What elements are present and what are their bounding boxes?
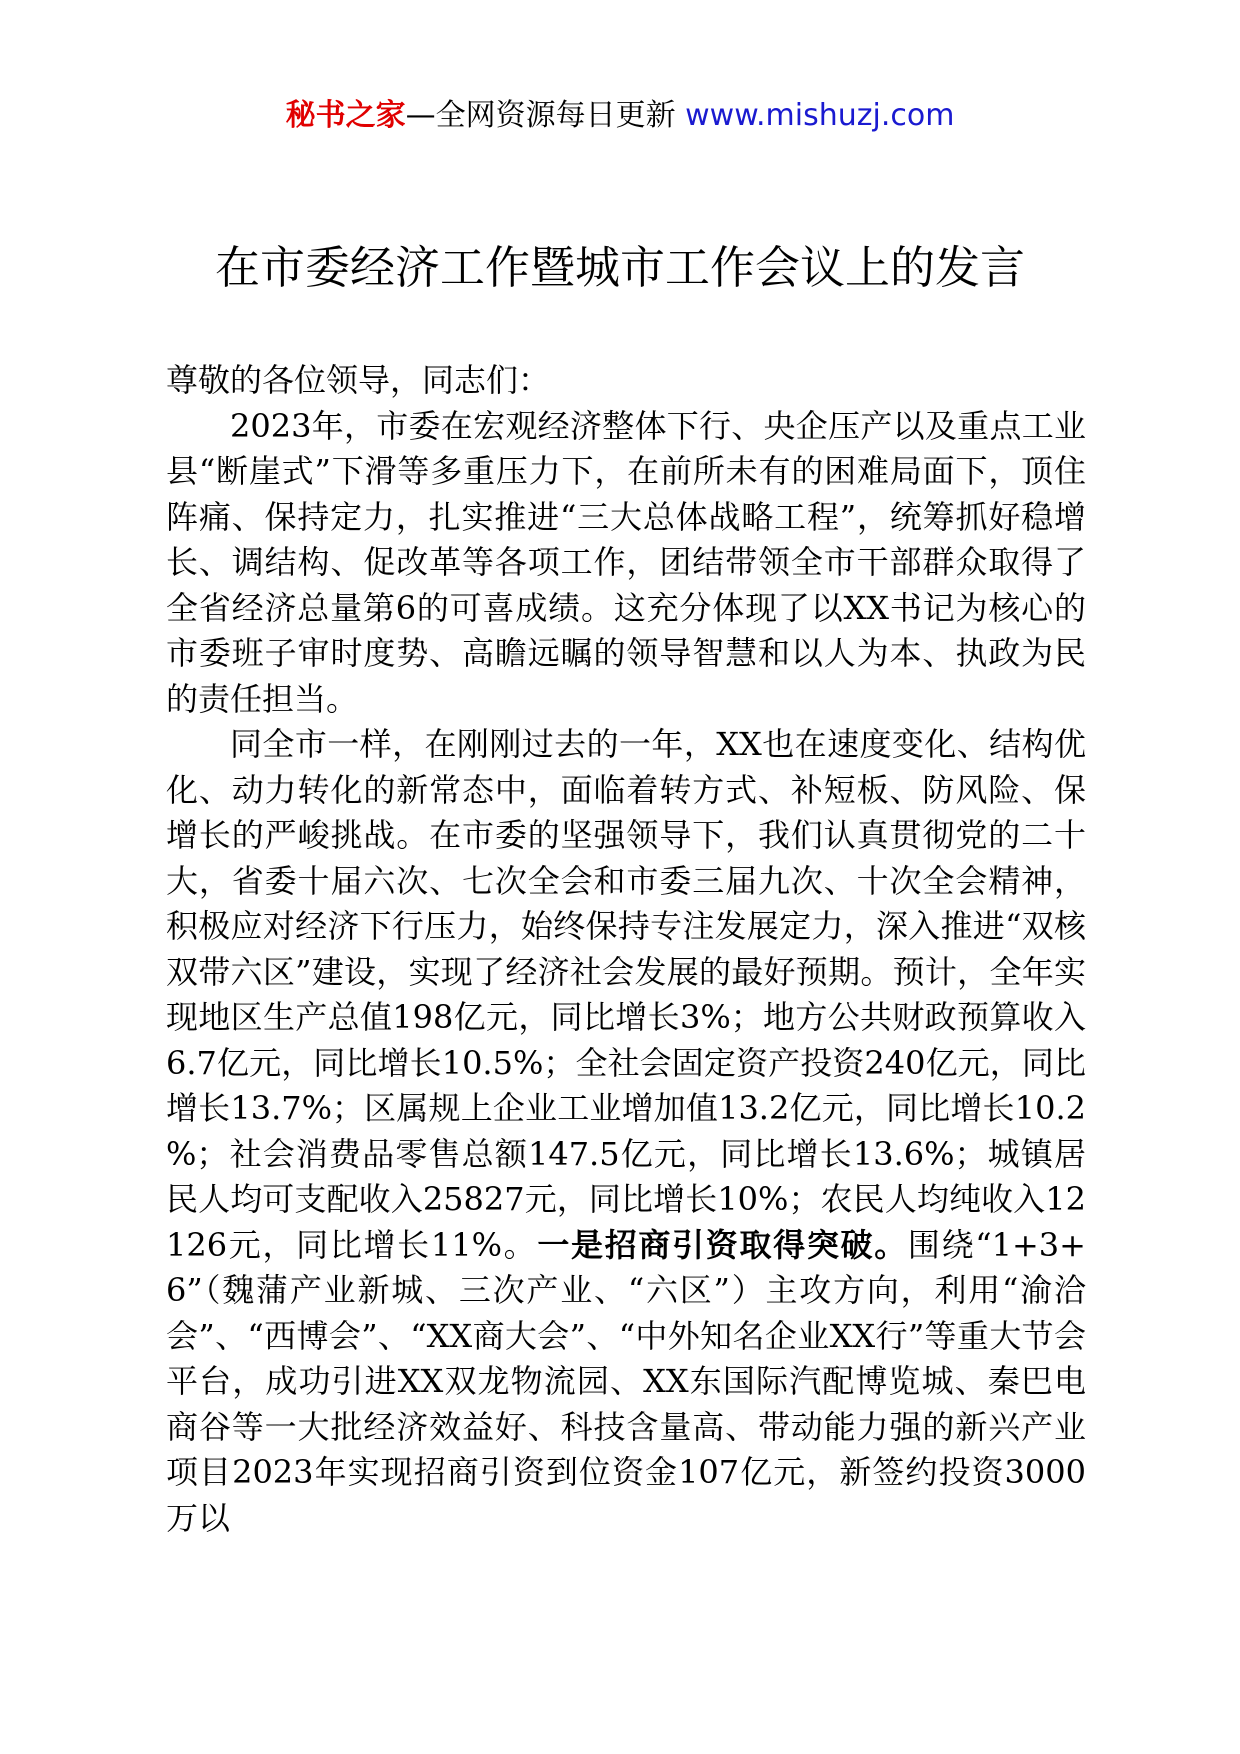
- site-url-link[interactable]: www.mishuzj.com: [685, 98, 955, 133]
- paragraph-1: 2023年，市委在宏观经济整体下行、央企压产以及重点工业县“断崖式”下滑等多重压力下，在前所未有的困难局面下，顶住阵痛、保持定力，扎实推进“三大总体战略工程”，统筹抓好稳增长、调结构、促改革等各项工作，团结带领全市干部群众取得了全省经济总量第6的可喜成绩。这充分体现了以XX书记为核心的市委班子审时度势、高瞻远瞩的领导智慧和以人为本、执政为民的责任担当。: [166, 406, 1086, 718]
- site-header: [0, 96, 1240, 136]
- paragraph-2-continuation: 围绕“1+3+6”（魏蒲产业新城、三次产业、“六区”）主攻方向，利用“渝洽会”、“西博会”、“XX商大会”、“中外知名企业XX行”等重大节会平台，成功引进XX双龙物流园、XX东国际汽配博览城、秦巴电商谷等一大批经济效益好、科技含量高、带动能力强的新兴产业项目2023年实现招商引资到位资金107亿元，新签约投资3000万以: [166, 1225, 1086, 1537]
- salutation: 尊敬的各位领导，同志们：: [166, 361, 551, 399]
- paragraph-2-highlight: 一是招商引资取得突破。: [537, 1225, 908, 1264]
- document-body: [166, 358, 1086, 1541]
- document-title: 在市委经济工作暨城市工作会议上的发言: [214, 241, 1025, 294]
- paragraph-2: [166, 722, 1086, 1541]
- site-brand: 秘书之家: [285, 98, 406, 133]
- paragraph-2-text: 同全市一样，在刚刚过去的一年，XX也在速度变化、结构优化、动力转化的新常态中，面临着转方式、补短板、防风险、保增长的严峻挑战。在市委的坚强领导下，我们认真贯彻党的二十大，省委十届六次、七次全会和市委三届九次、十次全会精神，积极应对经济下行压力，始终保持专注发展定力，深入推进“双核双带六区”建设，实现了经济社会发展的最好预期。预计，全年实现地区生产总值198亿元，同比增长3%；地方公共财政预算收入6.7亿元，同比增长10.5%；全社会固定资产投资240亿元，同比增长13.7%；区属规上企业工业增加值13.2亿元，同比增长10.2 %；社会消费品零售总额147.5亿元，同比增长13.6%；城镇居民人均可支配收入25827元，同比增长10%；农民人均纯收入12126元，同比增长11%。: [166, 725, 1086, 1264]
- site-tagline: —全网资源每日更新: [405, 98, 686, 133]
